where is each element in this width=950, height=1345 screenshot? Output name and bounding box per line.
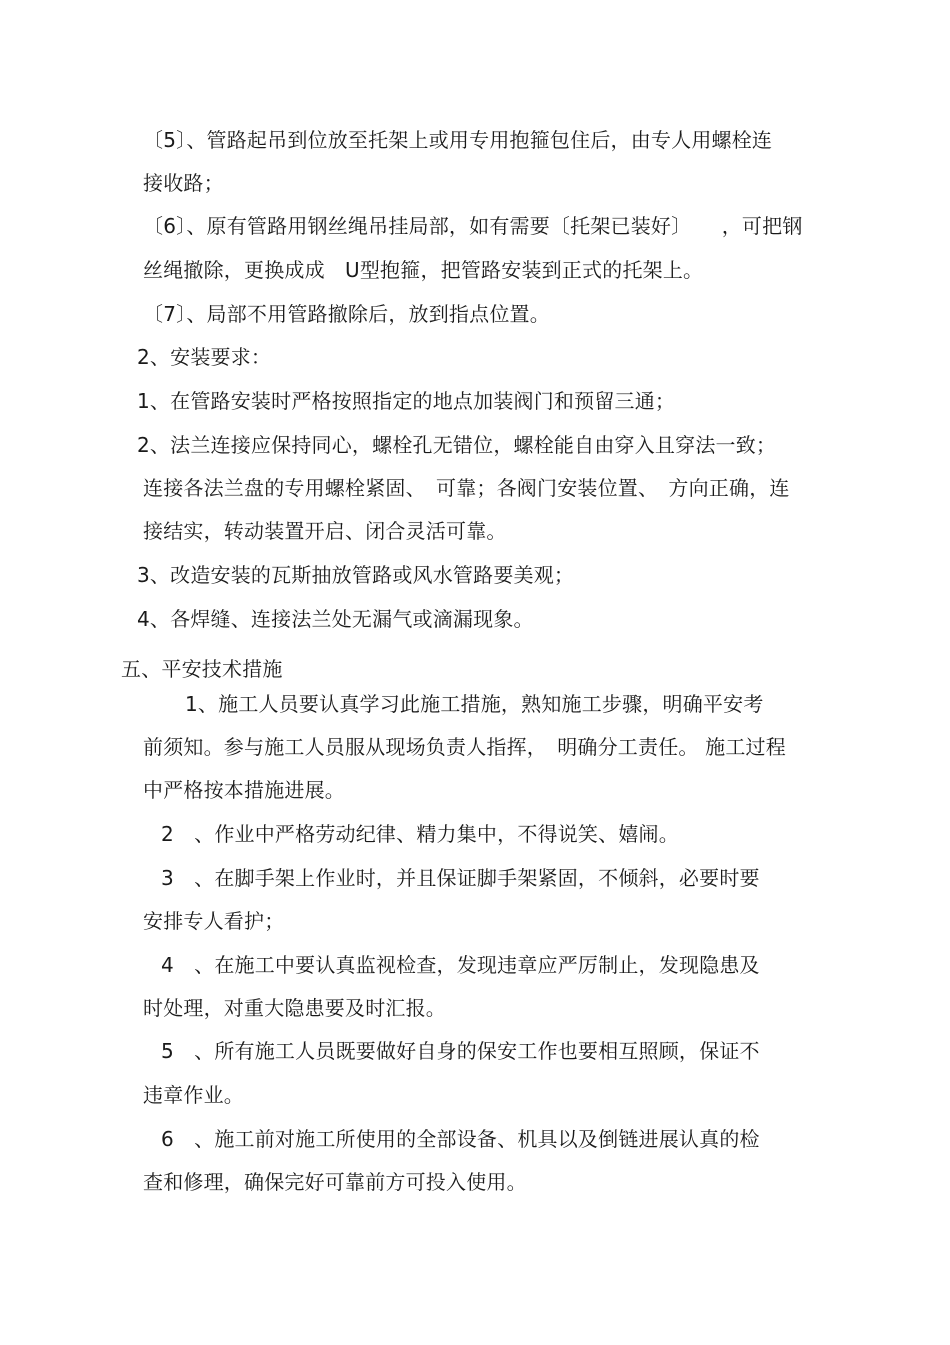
text-line: 〔6〕、原有管路用钢丝绳吊挂局部，如有需要〔托架已装好〕 ，可把钢 xyxy=(143,214,803,238)
text-line: 接结实，转动装置开启、闭合灵活可靠。 xyxy=(143,519,507,543)
text-line: 中严格按本措施进展。 xyxy=(143,778,345,802)
text-line: 1、在管路安装时严格按照指定的地点加装阀门和预留三通； xyxy=(137,389,676,413)
text-line: 4 、在施工中要认真监视检查，发现违章应严厉制止，发现隐患及 xyxy=(161,953,760,977)
text-line: 〔5〕、管路起吊到位放至托架上或用专用抱箍包住后，由专人用螺栓连 xyxy=(143,128,773,152)
text-line: 2 、作业中严格劳动纪律、精力集中，不得说笑、嬉闹。 xyxy=(161,822,679,846)
text-line: 违章作业。 xyxy=(143,1083,244,1107)
text-line: 6 、施工前对施工所使用的全部设备、机具以及倒链进展认真的检 xyxy=(161,1127,760,1151)
text-line: 丝绳撤除，更换成成 U型抱箍，把管路安装到正式的托架上。 xyxy=(143,258,704,282)
text-line: 1、施工人员要认真学习此施工措施，熟知施工步骤，明确平安考 xyxy=(185,692,764,716)
text-line: 时处理，对重大隐患要及时汇报。 xyxy=(143,996,446,1020)
text-line: 查和修理，确保完好可靠前方可投入使用。 xyxy=(143,1170,527,1194)
text-line: 3 、在脚手架上作业时，并且保证脚手架紧固，不倾斜，必要时要 xyxy=(161,866,760,890)
text-line: 接收路； xyxy=(143,171,224,195)
text-line: 连接各法兰盘的专用螺栓紧固、 可靠；各阀门安装位置、 方向正确，连 xyxy=(143,476,790,500)
text-line: 3、改造安装的瓦斯抽放管路或风水管路要美观； xyxy=(137,563,575,587)
text-line: 4、各焊缝、连接法兰处无漏气或滴漏现象。 xyxy=(137,607,534,631)
text-line: 前须知。参与施工人员服从现场负责人指挥， 明确分工责任。 施工过程 xyxy=(143,735,786,759)
text-line: 5 、所有施工人员既要做好自身的保安工作也要相互照顾，保证不 xyxy=(161,1039,760,1063)
text-line: 2、法兰连接应保持同心，螺栓孔无错位，螺栓能自由穿入且穿法一致； xyxy=(137,433,777,457)
text-line: 安排专人看护； xyxy=(143,909,285,933)
section-heading: 2、安装要求： xyxy=(137,345,272,369)
section-heading: 五、平安技术措施 xyxy=(121,657,283,681)
text-line: 〔7〕、局部不用管路撤除后，放到指点位置。 xyxy=(143,302,550,326)
